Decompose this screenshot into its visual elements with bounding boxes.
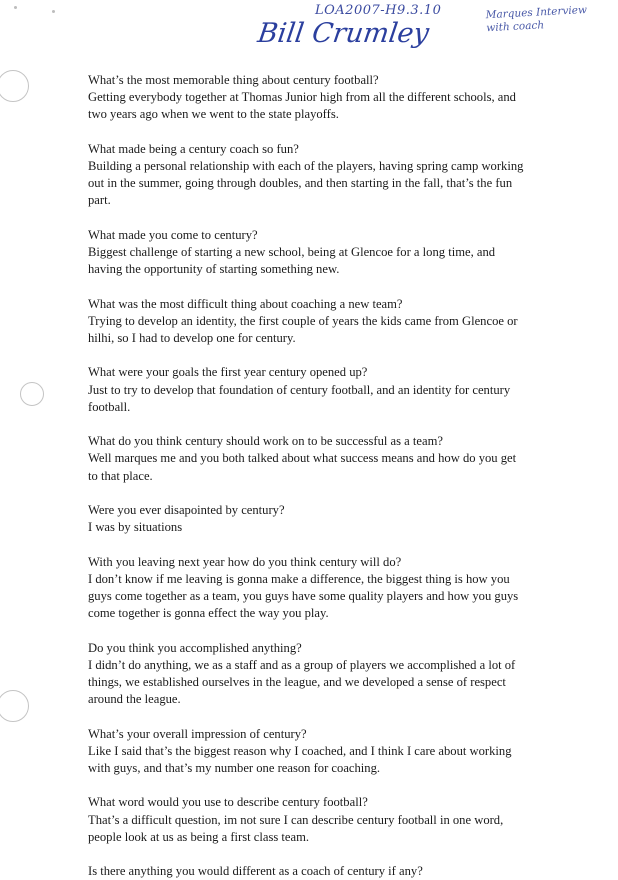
qa-block [88,296,528,348]
qa-block [88,554,528,623]
question: With you leaving next year how do you think century will do? [88,554,402,569]
question: What was the most difficult thing about coaching a new team? [88,296,403,311]
answer: Getting everybody together at Thomas Junior high from all the different schools, and two years ago when we went to the state playoffs. [88,90,516,122]
paper-speck [52,10,55,13]
question: What made you come to century? [88,227,258,242]
interview-transcript [88,72,528,880]
question: What word would you use to describe century football? [88,795,368,810]
question: What made being a century coach so fun? [88,141,299,156]
question: What’s the most memorable thing about century football? [88,73,379,87]
question: What’s your overall impression of century? [88,726,307,741]
answer: Building a personal relationship with each of the players, having spring camp working out in the summer, going through doubles, and then starting in the fall, that’s the fun part. [88,159,524,208]
answer: I was by situations [88,520,183,535]
qa-block [88,726,528,778]
interviewee-name: Bill Crumley [255,18,431,49]
question: What do you think century should work on to be successful as a team? [88,434,443,449]
final-question: Is there anything you would different as a coach of century if any? [88,864,423,879]
question: What were your goals the first year century opened up? [88,365,368,380]
qa-block [88,794,528,846]
margin-note: Marques Interview with coach [485,3,588,35]
qa-block [88,502,528,536]
question: Do you think you accomplished anything? [88,640,302,655]
answer: Trying to develop an identity, the first couple of years the kids came from Glencoe or hilhi, so I had to develop one for century. [88,313,518,345]
binder-hole-top [0,70,29,102]
qa-block [88,72,528,124]
answer: Like I said that’s the biggest reason why I coached, and I think I care about working with guys, and that’s my number one reason for coaching. [88,743,512,775]
binder-hole-bottom [0,690,29,722]
answer: Just to try to develop that foundation of century football, and an identity for century football. [88,382,511,414]
catalog-number: LOA2007-H9.3.10 [315,3,442,18]
paper-speck [14,6,17,9]
qa-block [88,364,528,416]
answer: That’s a difficult question, im not sure I can describe century football in one word, people look at us as being a first class team. [88,812,504,844]
qa-block [88,141,528,210]
answer: I don’t know if me leaving is gonna make a difference, the biggest thing is how you guys come together as a team, you guys have some quality players and how you guys come together is gonna effect the way you play. [88,571,519,621]
question: Were you ever disapointed by century? [88,502,285,517]
qa-block [88,640,528,709]
answer: Biggest challenge of starting a new school, being at Glencoe for a long time, and having the opportunity of starting something new. [88,245,496,277]
binder-hole-middle [20,382,44,406]
qa-block [88,227,528,279]
qa-block [88,433,528,485]
answer: I didn’t do anything, we as a staff and as a group of players we accomplished a lot of things, we established ourselves in the league, and we developed a sense of respect around the league. [88,657,516,707]
answer: Well marques me and you both talked about what success means and how do you get to that place. [88,451,517,483]
